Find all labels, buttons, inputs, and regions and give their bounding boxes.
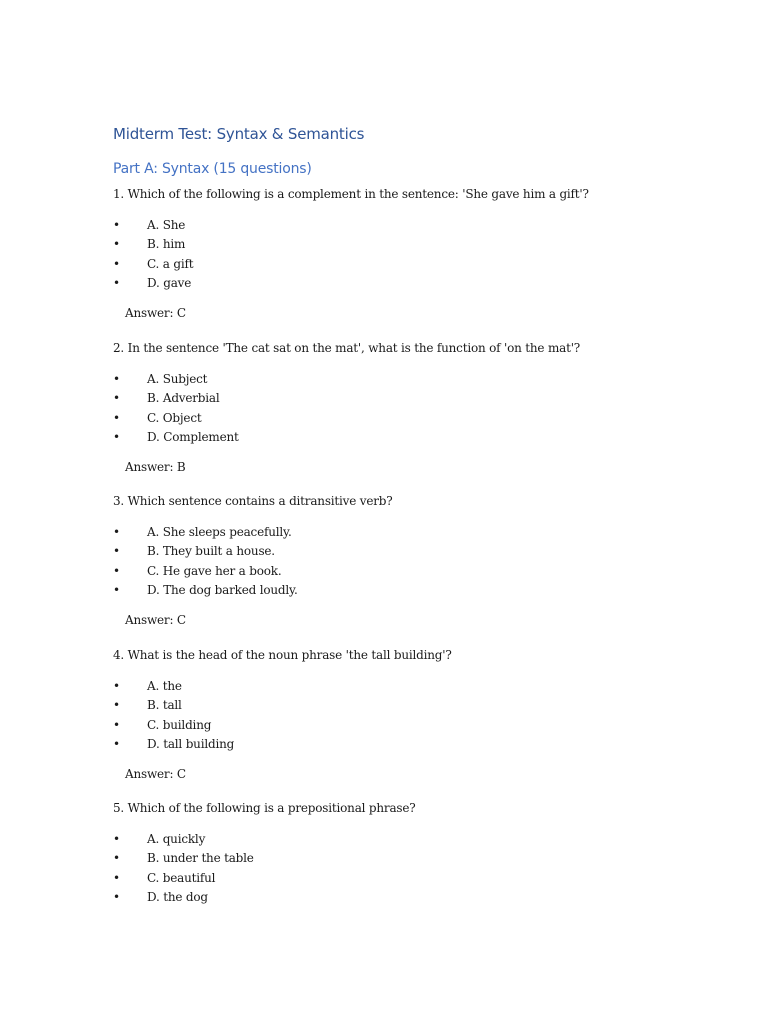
bullet-icon: • (113, 563, 120, 578)
option-item (113, 581, 673, 600)
option-item (113, 735, 673, 754)
option-item (113, 389, 673, 408)
bullet-icon: • (113, 544, 120, 559)
bullet-icon: • (113, 525, 120, 539)
option-item (113, 830, 673, 849)
bullet-icon: • (113, 372, 120, 386)
question-3 (113, 493, 673, 628)
bullet-icon: • (113, 717, 120, 732)
option-list (113, 370, 673, 447)
bullet-icon: • (113, 582, 120, 597)
question-2 (113, 340, 673, 475)
option-item (113, 562, 673, 581)
bullet-icon: • (113, 698, 120, 713)
option-item (113, 677, 673, 696)
answer-text: Answer: C (125, 306, 186, 321)
option-label: A. She sleeps peacefully. (147, 525, 292, 539)
bullet-icon: • (113, 851, 120, 866)
option-label: C. He gave her a book. (147, 563, 282, 578)
option-label: D. gave (147, 275, 192, 290)
option-label: D. The dog barked loudly. (147, 582, 298, 597)
bullet-icon: • (113, 391, 120, 406)
option-item (113, 409, 673, 428)
option-item (113, 255, 673, 274)
option-label: B. They built a house. (147, 544, 275, 559)
option-list (113, 830, 673, 907)
bullet-icon: • (113, 679, 120, 693)
option-label: C. a gift (147, 256, 194, 271)
option-list (113, 677, 673, 754)
question-text: 4. What is the head of the noun phrase 'the tall building'? (113, 648, 452, 662)
option-item (113, 696, 673, 715)
option-item (113, 849, 673, 868)
option-label: B. him (147, 237, 186, 252)
bullet-icon: • (113, 237, 120, 252)
option-label: D. the dog (147, 889, 208, 904)
bullet-icon: • (113, 870, 120, 885)
bullet-icon: • (113, 889, 120, 904)
option-label: A. She (147, 218, 186, 232)
option-label: B. Adverbial (147, 391, 220, 406)
question-text: 2. In the sentence 'The cat sat on the mat', what is the function of 'on the mat'? (113, 341, 581, 355)
option-label: D. tall building (147, 736, 235, 751)
bullet-icon: • (113, 832, 120, 846)
question-text: 3. Which sentence contains a ditransitive verb? (113, 494, 393, 508)
option-list (113, 216, 673, 293)
option-list (113, 523, 673, 600)
option-label: A. Subject (147, 372, 208, 386)
question-4 (113, 647, 673, 782)
bullet-icon: • (113, 410, 120, 425)
option-label: A. the (147, 679, 182, 693)
option-label: C. beautiful (147, 870, 216, 885)
question-text: 1. Which of the following is a complement in the sentence: 'She gave him a gift'? (113, 187, 589, 201)
question-5 (113, 800, 673, 907)
bullet-icon: • (113, 736, 120, 751)
option-label: B. under the table (147, 851, 254, 866)
answer-text: Answer: C (125, 613, 186, 628)
option-item (113, 542, 673, 561)
option-label: C. Object (147, 410, 202, 425)
option-label: B. tall (147, 698, 182, 713)
bullet-icon: • (113, 256, 120, 271)
option-item (113, 428, 673, 447)
option-item (113, 235, 673, 254)
option-label: A. quickly (147, 832, 206, 846)
question-text: 5. Which of the following is a prepositional phrase? (113, 801, 416, 815)
option-item (113, 216, 673, 235)
document-title: Midterm Test: Syntax & Semantics (113, 125, 365, 143)
bullet-icon: • (113, 275, 120, 290)
option-label: D. Complement (147, 429, 239, 444)
option-item (113, 274, 673, 293)
bullet-icon: • (113, 218, 120, 232)
bullet-icon: • (113, 429, 120, 444)
answer-text: Answer: C (125, 767, 186, 782)
option-item (113, 370, 673, 389)
option-item (113, 523, 673, 542)
section-heading: Part A: Syntax (15 questions) (113, 161, 312, 177)
option-item (113, 716, 673, 735)
option-item (113, 869, 673, 888)
option-label: C. building (147, 717, 212, 732)
question-1 (113, 186, 673, 321)
answer-text: Answer: B (125, 460, 186, 475)
option-item (113, 888, 673, 907)
